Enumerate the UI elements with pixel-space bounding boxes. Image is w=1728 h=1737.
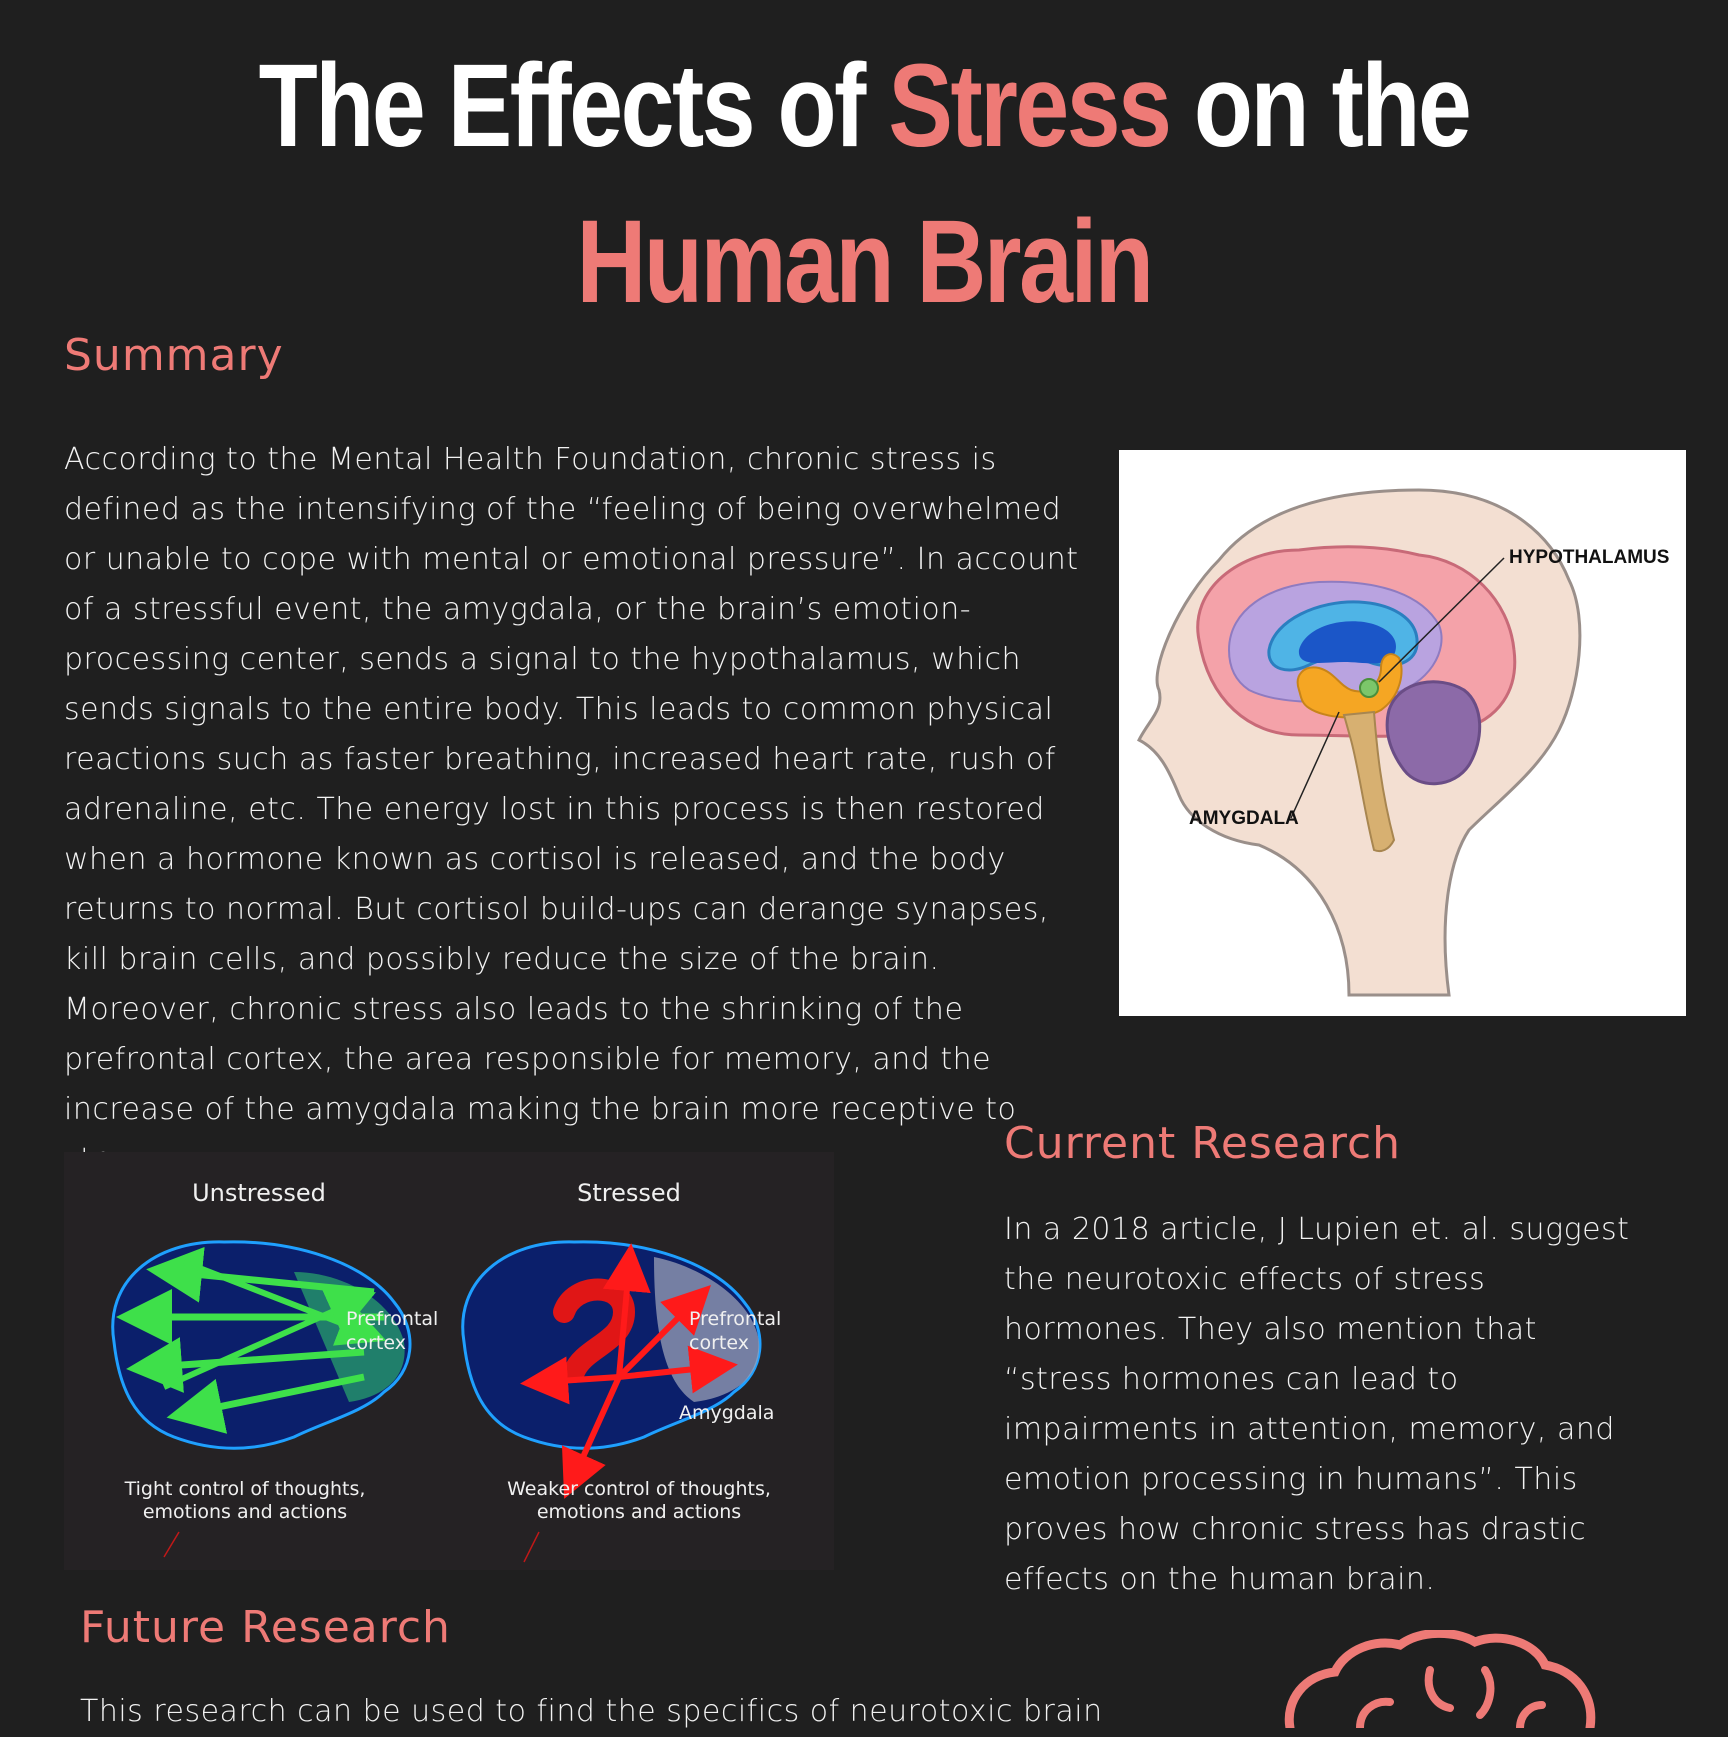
hypothalamus-label: HYPOTHALAMUS <box>1509 547 1670 568</box>
head-brain-diagram <box>1119 450 1686 1016</box>
summary-body: According to the Mental Health Foundation, chronic stress is defined as the intensifying of the “feeling of being overwhelmed or unable to cope with mental or emotional pressure”. In account of a stressful event, the amygdala, or the brain’s emotion-processing center, sends a signal to the hypothalamus, which sends signals to the entire body. This leads to common physical reactions such as faster breathing, increased heart rate, rush of adrenaline, etc. The energy lost in this process is then restored when a hormone known as cortisol is released, and the body returns to normal. But cortisol build-ups can derange synapses, kill brain cells, and possibly reduce the size of the brain. Moreover, chronic stress also leads to the shrinking of the prefrontal cortex, the area responsible for memory, and the increase of the amygdala making the brain more receptive to <box>64 442 1079 1127</box>
unstressed-title: Unstressed <box>192 1179 326 1207</box>
title-part-3: on the <box>1169 40 1470 172</box>
current-research-heading: Current Research <box>1004 1118 1402 1169</box>
prefrontal-label-left-2: cortex <box>346 1332 406 1354</box>
stressed-brain <box>463 1242 760 1477</box>
title-part-1: The Effects of <box>258 40 889 172</box>
prefrontal-label-right-2: cortex <box>689 1332 749 1354</box>
title-stress: Stress <box>888 40 1170 172</box>
prefrontal-label-left-1: Prefrontal <box>346 1308 439 1330</box>
hypothalamus-structure <box>1360 679 1378 697</box>
cerebellum <box>1387 682 1480 784</box>
amygdala-label-compare: Amygdala <box>679 1402 775 1424</box>
future-research-body: This research can be used to find the specifics of neurotoxic brain <box>80 1694 1103 1729</box>
title-human-brain: Human Brain <box>576 196 1152 328</box>
brain-anatomy-figure <box>1119 450 1686 1016</box>
amygdala-label: AMYGDALA <box>1189 808 1299 829</box>
stressed-caption-1: Weaker control of thoughts, <box>507 1478 771 1500</box>
stress-comparison-figure <box>64 1152 834 1570</box>
stressed-title: Stressed <box>577 1179 681 1207</box>
unstressed-caption-1: Tight control of thoughts, <box>124 1478 366 1500</box>
stressed-caption-2: emotions and actions <box>536 1501 742 1523</box>
brain-outline-icon <box>1280 1630 1600 1728</box>
brain-comparison-diagram <box>64 1152 834 1570</box>
current-research-body: In a 2018 article, J Lupien et. al. suggest the neurotoxic effects of stress hormones. They also mention that “stress hormones can lead to impairments in attention, memory, and emotion processing in humans”. This proves how chronic stress has drastic effects on the human brain. <box>1004 1212 1630 1597</box>
page-title <box>156 28 1573 340</box>
unstressed-caption-2: emotions and actions <box>142 1501 348 1523</box>
summary-heading: Summary <box>64 330 284 381</box>
future-research-heading: Future Research <box>80 1602 451 1653</box>
prefrontal-label-right-1: Prefrontal <box>689 1308 782 1330</box>
